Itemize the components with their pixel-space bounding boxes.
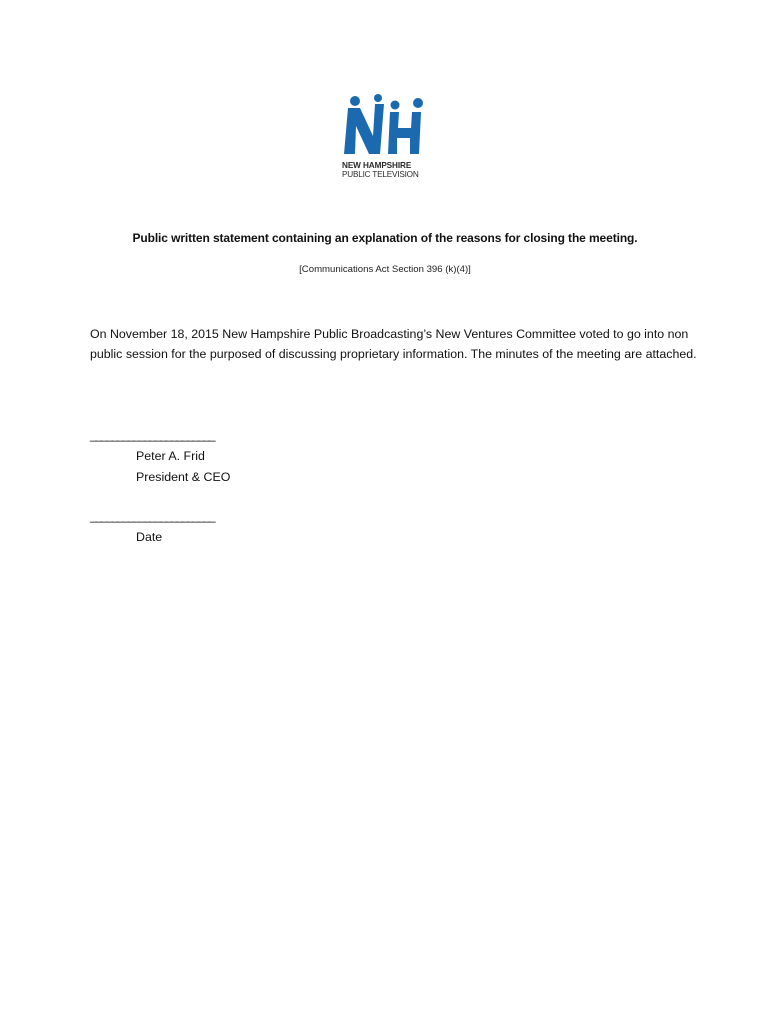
nhpbs-logo bbox=[340, 94, 432, 184]
logo-text-public-television: PUBLIC TELEVISION bbox=[342, 170, 419, 179]
logo-text-new-hampshire: NEW HAMPSHIRE bbox=[342, 161, 412, 170]
statement-paragraph: On November 18, 2015 New Hampshire Public Broadcasting’s New Ventures Committee voted to go into non public session for the purposed of discussing proprietary information. The minutes of the meeting are attached. bbox=[90, 327, 697, 361]
document-citation: [Communications Act Section 396 (k)(4)] bbox=[299, 264, 471, 275]
signature-line: _______________________ bbox=[90, 428, 214, 442]
nh-logo-mark bbox=[340, 94, 432, 158]
date-label: Date bbox=[136, 530, 163, 544]
signatory-name: Peter A. Frid bbox=[136, 449, 205, 463]
date-line: _______________________ bbox=[90, 509, 214, 523]
signatory-title: President & CEO bbox=[136, 470, 231, 484]
document-heading: Public written statement containing an explanation of the reasons for closing the meeting. bbox=[132, 231, 638, 245]
